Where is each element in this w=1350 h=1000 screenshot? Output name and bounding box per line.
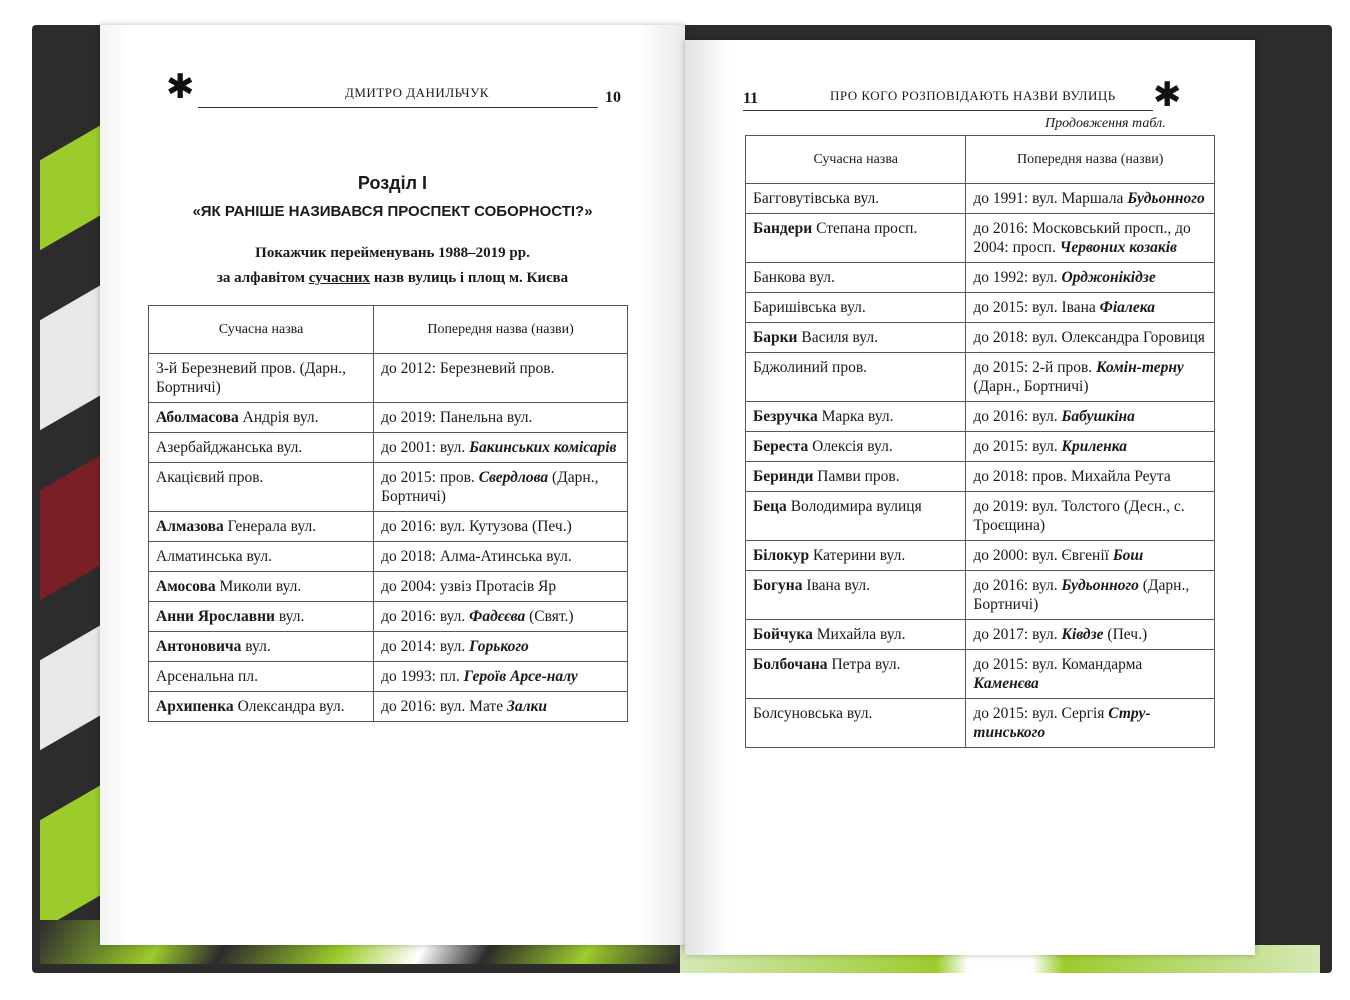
current-name-cell xyxy=(149,463,374,512)
section-label: Розділ І xyxy=(357,173,428,193)
table-row xyxy=(746,432,1215,462)
table-row xyxy=(746,293,1215,323)
table-row xyxy=(149,632,628,662)
current-name-bold: Беца xyxy=(753,498,787,515)
current-name-rest: Бджолиний пров. xyxy=(753,359,868,376)
table-row xyxy=(149,602,628,632)
current-name-rest: Олексія вул. xyxy=(808,438,893,455)
column-header: Попередня назва (назви) xyxy=(966,136,1215,184)
current-name-cell xyxy=(746,492,966,541)
previous-name-emphasis: Героїв Арсе-налу xyxy=(463,668,578,685)
current-name-bold: Білокур xyxy=(753,547,810,564)
previous-name-cell xyxy=(966,699,1215,748)
current-name-cell xyxy=(746,541,966,571)
previous-name-cell xyxy=(374,572,628,602)
current-name-rest: Акацієвий пров. xyxy=(156,469,264,486)
previous-name-emphasis: Каменєва xyxy=(973,675,1039,692)
previous-name-cell xyxy=(966,402,1215,432)
previous-name-cell xyxy=(374,542,628,572)
index-subtitle-underlined: сучасних xyxy=(308,270,371,286)
previous-name-text: до 2018: вул. Олександра Горовиця xyxy=(973,329,1205,346)
current-name-rest: вул. xyxy=(274,608,305,625)
renaming-table xyxy=(148,305,628,722)
previous-name-text: до 2015: вул. Івана xyxy=(973,299,1100,316)
column-header: Попередня назва (назви) xyxy=(374,306,628,354)
current-name-cell xyxy=(746,353,966,402)
current-name-cell xyxy=(149,692,374,722)
table-row xyxy=(149,572,628,602)
previous-name-text: до 2016: вул. xyxy=(381,608,470,625)
previous-name-cell xyxy=(966,353,1215,402)
table-row xyxy=(149,354,628,403)
current-name-bold: Бандери xyxy=(753,220,813,237)
index-subtitle-part: за алфавітом xyxy=(216,270,309,286)
table-row xyxy=(149,542,628,572)
column-header: Сучасна назва xyxy=(746,136,966,184)
previous-name-cell xyxy=(374,692,628,722)
table-row xyxy=(746,541,1215,571)
previous-name-emphasis: Криленка xyxy=(1061,438,1128,455)
current-name-rest: Миколи вул. xyxy=(215,578,302,595)
table-row xyxy=(149,662,628,692)
previous-name-text: до 1993: пл. xyxy=(381,668,464,685)
chestnut-leaf-icon: ✱ xyxy=(166,67,195,107)
previous-name-cell xyxy=(374,463,628,512)
current-name-rest: Багговутівська вул. xyxy=(753,190,880,207)
table-row xyxy=(746,353,1215,402)
current-name-cell xyxy=(149,403,374,433)
table-row xyxy=(149,512,628,542)
current-name-cell xyxy=(746,184,966,214)
current-name-rest: Михайла вул. xyxy=(812,626,906,643)
current-name-rest: Памви пров. xyxy=(813,468,900,485)
table-row xyxy=(746,699,1215,748)
previous-name-emphasis: Будьонного xyxy=(1061,577,1139,594)
current-name-bold: Богуна xyxy=(753,577,803,594)
previous-name-text: до 1991: вул. Маршала xyxy=(973,190,1128,207)
previous-name-cell xyxy=(966,432,1215,462)
current-name-cell xyxy=(746,571,966,620)
table-row xyxy=(746,492,1215,541)
previous-name-emphasis: Бабушкіна xyxy=(1061,408,1135,425)
previous-name-cell xyxy=(374,433,628,463)
current-name-cell xyxy=(746,432,966,462)
table-continuation-note: Продовження табл. xyxy=(1045,116,1166,131)
previous-name-emphasis: Свердлова xyxy=(478,469,549,486)
previous-name-text: до 2018: Алма-Атинська вул. xyxy=(381,548,572,565)
current-name-bold: Беринди xyxy=(753,468,814,485)
table-row xyxy=(149,433,628,463)
previous-name-suffix: (Печ.) xyxy=(1103,626,1148,643)
table-row xyxy=(746,323,1215,353)
chestnut-leaf-icon: ✱ xyxy=(1153,75,1182,115)
current-name-rest: Марка вул. xyxy=(817,408,894,425)
current-name-bold: Береста xyxy=(753,438,809,455)
header-rule xyxy=(198,107,598,108)
index-title: Покажчик перейменувань 1988–2019 рр. xyxy=(255,245,530,261)
current-name-rest: Василя вул. xyxy=(797,329,878,346)
index-subtitle-part: назв вулиць і площ м. Києва xyxy=(370,270,569,286)
previous-name-cell xyxy=(966,541,1215,571)
current-name-rest: Степана просп. xyxy=(812,220,918,237)
previous-name-text: до 2016: Московський просп., до 2004: просп. xyxy=(973,220,1191,256)
previous-name-cell xyxy=(374,632,628,662)
current-name-rest: Петра вул. xyxy=(827,656,901,673)
previous-name-text: до 2019: Панельна вул. xyxy=(381,409,533,426)
current-name-cell xyxy=(149,433,374,463)
previous-name-cell xyxy=(966,323,1215,353)
previous-name-cell xyxy=(966,571,1215,620)
table-row xyxy=(746,620,1215,650)
current-name-cell xyxy=(746,699,966,748)
previous-name-suffix: (Дарн., Бортничі) xyxy=(381,469,599,505)
table-row xyxy=(746,214,1215,263)
current-name-rest: Андрія вул. xyxy=(238,409,319,426)
previous-name-text: до 2018: пров. Михайла Реута xyxy=(973,468,1171,485)
current-name-rest: вул. xyxy=(241,638,271,655)
current-name-cell xyxy=(149,632,374,662)
previous-name-text: до 2015: пров. xyxy=(381,469,479,486)
table-row xyxy=(746,571,1215,620)
previous-name-text: до 2016: вул. xyxy=(973,408,1062,425)
previous-name-text: до 2004: узвіз Протасів Яр xyxy=(381,578,557,595)
previous-name-suffix: (Дарн., Бортничі) xyxy=(973,577,1190,613)
table-row xyxy=(746,650,1215,699)
current-name-cell xyxy=(149,602,374,632)
previous-name-text: до 2016: вул. Мате xyxy=(381,698,507,715)
previous-name-cell xyxy=(966,650,1215,699)
table-row xyxy=(746,462,1215,492)
current-name-bold: Безручка xyxy=(753,408,818,425)
previous-name-cell xyxy=(374,354,628,403)
previous-name-text: до 2015: вул. xyxy=(973,438,1062,455)
current-name-bold: Болбочана xyxy=(753,656,828,673)
previous-name-emphasis: Орджонікідзе xyxy=(1061,269,1156,286)
current-name-bold: Алмазова xyxy=(156,518,224,535)
current-name-cell xyxy=(149,572,374,602)
current-name-rest: 3-й Березневий пров. (Дарн., Бортничі) xyxy=(156,360,347,396)
previous-name-cell xyxy=(374,512,628,542)
previous-name-emphasis: Горького xyxy=(469,638,529,655)
previous-name-emphasis: Бакинських комісарів xyxy=(469,439,617,456)
page-number: 10 xyxy=(605,89,621,106)
previous-name-cell xyxy=(374,602,628,632)
current-name-cell xyxy=(149,354,374,403)
previous-name-emphasis: Фіалека xyxy=(1099,299,1155,316)
table-row xyxy=(149,403,628,433)
previous-name-text: до 2017: вул. xyxy=(973,626,1062,643)
page-number: 11 xyxy=(743,90,759,107)
table-row xyxy=(746,402,1215,432)
previous-name-text: до 1992: вул. xyxy=(973,269,1062,286)
previous-name-emphasis: Залки xyxy=(506,698,548,715)
left-page xyxy=(100,25,685,945)
current-name-rest: Генерала вул. xyxy=(223,518,317,535)
table-row xyxy=(149,463,628,512)
table-header-row xyxy=(149,306,628,354)
current-name-bold: Барки xyxy=(753,329,798,346)
running-head: ДМИТРО ДАНИЛЬЧУК xyxy=(345,85,489,100)
previous-name-cell xyxy=(966,184,1215,214)
previous-name-text: до 2019: вул. Толстого (Десн., с. Троєщина) xyxy=(973,498,1185,534)
current-name-bold: Анни Ярославни xyxy=(156,608,275,625)
previous-name-text: до 2014: вул. xyxy=(381,638,470,655)
current-name-rest: Катерини вул. xyxy=(809,547,906,564)
current-name-rest: Баришівська вул. xyxy=(753,299,866,316)
header-rule xyxy=(743,110,1153,111)
section-title: «ЯК РАНІШЕ НАЗИВАВСЯ ПРОСПЕКТ СОБОРНОСТІ?» xyxy=(192,203,593,220)
previous-name-emphasis: Ківдзе xyxy=(1061,626,1104,643)
current-name-cell xyxy=(746,462,966,492)
current-name-bold: Бойчука xyxy=(753,626,813,643)
previous-name-emphasis: Стру-тинського xyxy=(973,705,1151,741)
current-name-bold: Амосова xyxy=(156,578,216,595)
current-name-cell xyxy=(746,650,966,699)
table-row xyxy=(149,692,628,722)
table-row xyxy=(746,184,1215,214)
previous-name-text: до 2016: вул. xyxy=(973,577,1062,594)
current-name-rest: Болсуновська вул. xyxy=(753,705,873,722)
current-name-cell xyxy=(746,214,966,263)
previous-name-text: до 2016: вул. Кутузова (Печ.) xyxy=(381,518,572,535)
previous-name-emphasis: Бош xyxy=(1112,547,1144,564)
previous-name-cell xyxy=(966,462,1215,492)
previous-name-text: до 2015: вул. Командарма xyxy=(973,656,1143,673)
current-name-cell xyxy=(746,293,966,323)
previous-name-cell xyxy=(966,620,1215,650)
right-page xyxy=(685,40,1255,955)
previous-name-text: до 2015: 2-й пров. xyxy=(973,359,1097,376)
previous-name-emphasis: Червоних козаків xyxy=(1059,239,1177,256)
current-name-rest: Олександра вул. xyxy=(233,698,345,715)
previous-name-cell xyxy=(966,214,1215,263)
current-name-rest: Володимира вулиця xyxy=(786,498,922,515)
current-name-rest: Івана вул. xyxy=(802,577,871,594)
current-name-cell xyxy=(149,512,374,542)
previous-name-text: до 2015: вул. Сергія xyxy=(973,705,1109,722)
running-head: ПРО КОГО РОЗПОВІДАЮТЬ НАЗВИ ВУЛИЦЬ xyxy=(830,88,1116,103)
previous-name-text: до 2001: вул. xyxy=(381,439,470,456)
previous-name-cell xyxy=(966,492,1215,541)
table-row xyxy=(746,263,1215,293)
previous-name-cell xyxy=(966,263,1215,293)
current-name-bold: Антоновича xyxy=(156,638,242,655)
current-name-cell xyxy=(149,662,374,692)
previous-name-text: до 2000: вул. Євгенії xyxy=(973,547,1113,564)
previous-name-cell xyxy=(966,293,1215,323)
index-subtitle xyxy=(100,270,685,287)
current-name-cell xyxy=(149,542,374,572)
current-name-bold: Аболмасова xyxy=(156,409,239,426)
current-name-cell xyxy=(746,402,966,432)
current-name-cell xyxy=(746,323,966,353)
previous-name-text: до 2012: Березневий пров. xyxy=(381,360,555,377)
previous-name-cell xyxy=(374,662,628,692)
renaming-table xyxy=(745,135,1215,748)
table-header-row xyxy=(746,136,1215,184)
current-name-cell xyxy=(746,263,966,293)
previous-name-emphasis: Комін-терну xyxy=(1096,359,1184,376)
current-name-rest: Азербайджанська вул. xyxy=(156,439,303,456)
previous-name-cell xyxy=(374,403,628,433)
current-name-rest: Алматинська вул. xyxy=(156,548,272,565)
current-name-rest: Банкова вул. xyxy=(753,269,835,286)
current-name-cell xyxy=(746,620,966,650)
column-header: Сучасна назва xyxy=(149,306,374,354)
previous-name-emphasis: Фадєєва xyxy=(469,608,526,625)
current-name-rest: Арсенальна пл. xyxy=(156,668,258,685)
previous-name-emphasis: Будьонного xyxy=(1127,190,1205,207)
previous-name-suffix: (Дарн., Бортничі) xyxy=(973,378,1089,395)
previous-name-suffix: (Свят.) xyxy=(525,608,574,625)
current-name-bold: Архипенка xyxy=(156,698,234,715)
